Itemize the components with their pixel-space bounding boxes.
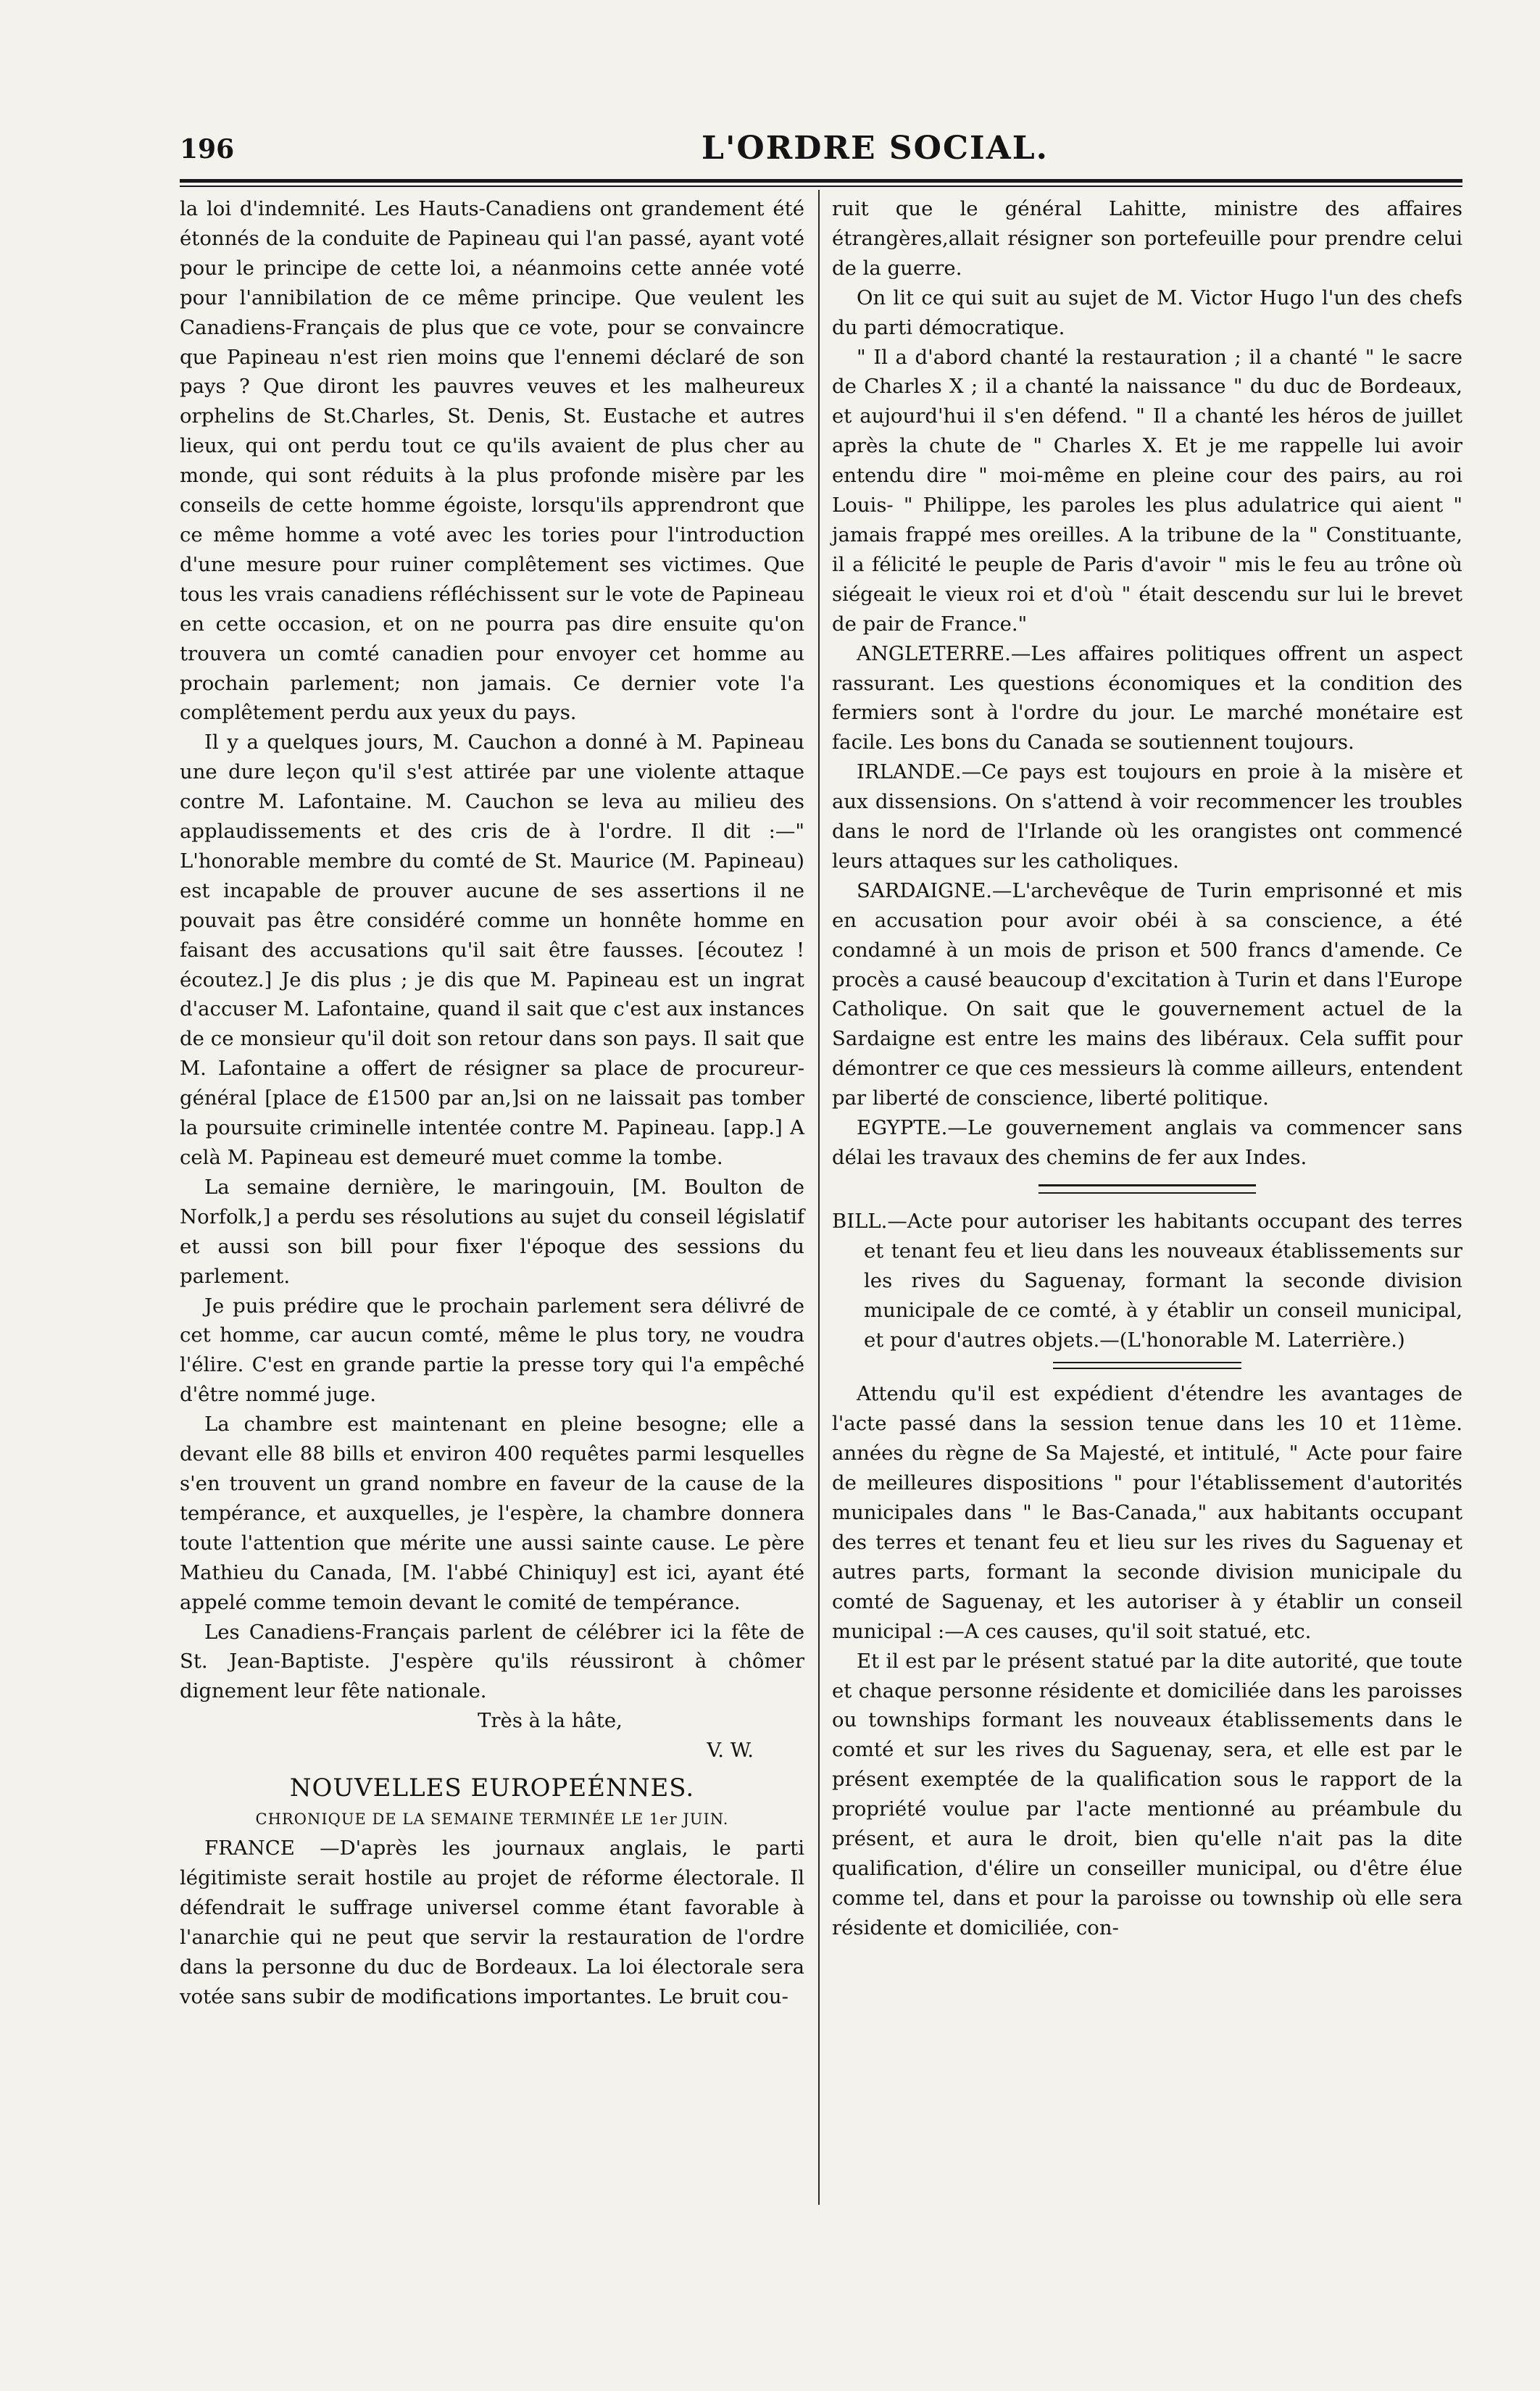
- right-paragraph-8: BILL.—Acte pour autoriser les habitants occupant des terres et tenant feu et lieu dans les nouveaux établissements sur les rives du Saguenay, formant la seconde division municipale de ce comté, à y établir un conseil municipal, et pour d'autres objets.—(L'honorable M. Laterrière.): [832, 1209, 1462, 1352]
- header-rule: [180, 179, 1462, 183]
- column-divider: [818, 190, 820, 2205]
- signature: V. W.: [707, 1739, 754, 1763]
- left-paragraph-3: La semaine dernière, le maringouin, [M. Boulton de Norfolk,] a perdu ses résolutions au sujet du conseil législatif et aussi son bill pour fixer l'époque des sessions du parlement.: [180, 1175, 804, 1288]
- header-rule-thin: [180, 186, 1462, 187]
- left-paragraph-2: Il y a quelques jours, M. Cauchon a donné à M. Papineau une dure leçon qu'il s'est attirée par une violente attaque contre M. Lafontaine. M. Cauchon se leva au milieu des applaudissements et des cris de à l'ordre. Il dit :—" L'honorable membre du comté de St. Maurice (M. Papineau) est incapable de prouver aucune de ses assertions il ne pouvait pas être considéré comme un honnête homme en faisant des accusations qu'il sait être fausses. [écoutez ! écoutez.] Je dis plus ; je dis que M. Papineau est un ingrat d'accuser M. Lafontaine, quand il sait que c'est aux instances de ce monsieur qu'il doit son retour dans son pays. Il sait que M. Lafontaine a offert de résigner sa place de procureur-général [place de £1500 par an,]si on ne laissait pas tomber la poursuite criminelle intentée contre M. Papineau. [app.] A celà M. Papineau est demeuré muet comme la tombe.: [180, 731, 804, 1169]
- page-number: 196: [180, 134, 235, 165]
- left-paragraph-7: FRANCE —D'après les journaux anglais, le parti légitimiste serait hostile au projet de réforme électorale. Il défendrait le suffrage universel comme étant favorable à l'anarchie qui ne peut que servir la restauration de l'ordre dans la personne du duc de Bordeaux. La loi électorale sera votée sans subir de modifications importantes. Le bruit cou-: [180, 1837, 804, 2008]
- right-paragraph-4: ANGLETERRE.—Les affaires politiques offrent un aspect rassurant. Les questions économiques et la condition des fermiers sont à l'ordre du jour. Le marché monétaire est facile. Les bons du Canada se soutiennent toujours.: [832, 641, 1462, 754]
- right-paragraph-5: IRLANDE.—Ce pays est toujours en proie à la misère et aux dissensions. On s'attend à voir recommencer les troubles dans le nord de l'Irlande où les orangistes ont commencé leurs attaques sur les catholiques.: [832, 760, 1462, 873]
- left-column: [180, 194, 804, 2011]
- section-divider: [1039, 1184, 1256, 1194]
- page-header: [180, 130, 1462, 178]
- running-title: L'ORDRE SOCIAL.: [702, 130, 1049, 167]
- left-paragraph-4: Je puis prédire que le prochain parlement sera délivré de cet homme, car aucun comté, même le plus tory, ne voudra l'élire. C'est en grande partie la presse tory qui l'a empêché d'être nommé juge.: [180, 1294, 804, 1407]
- section-divider-small: [1053, 1362, 1241, 1369]
- right-paragraph-10: Et il est par le présent statué par la dite autorité, que toute et chaque personne résidente et domiciliée dans les paroisses ou townships formant les nouveaux établissements dans le comté et sur les rives du Saguenay, sera, et elle est par le présent exemptée de la qualification sous le rapport de la propriété voulue par l'acte mentionné au préambule du présent, et aura le droit, bien qu'elle n'ait pas la dite qualification, d'élire un conseiller municipal, ou d'être élue comme tel, dans et pour la paroisse ou township où elle sera résidente et domiciliée, con-: [832, 1649, 1462, 1939]
- right-column: [832, 194, 1462, 1943]
- left-paragraph-6: Les Canadiens-Français parlent de célébrer ici la fête de St. Jean-Baptiste. J'espère qu'ils réussiront à chômer dignement leur fête nationale.: [180, 1620, 804, 1703]
- left-paragraph-1: la loi d'indemnité. Les Hauts-Canadiens ont grandement été étonnés de la conduite de Papineau qui l'an passé, ayant voté pour le principe de cette loi, a néanmoins cette année voté pour l'annibilation de ce même principe. Que veulent les Canadiens-Français de plus que ce vote, pour se convaincre que Papineau n'est rien moins que l'ennemi déclaré de son pays ? Que diront les pauvres veuves et les malheureux orphelins de St.Charles, St. Denis, St. Eustache et autres lieux, qui ont perdu tout ce qu'ils avaient de plus cher au monde, qui sont réduits à la plus profonde misère par les conseils de cette homme égoiste, lorsqu'ils apprendront que ce même homme a voté avec les tories pour l'introduction d'une mesure pour ruiner complêtement ses victimes. Que tous les vrais canadiens réfléchissent sur le vote de Papineau en cette occasion, et on ne pourra pas dire ensuite qu'on trouvera un comté canadien pour envoyer cet homme au prochain parlement; non jamais. Ce dernier vote l'a complêtement perdu aux yeux du pays.: [180, 197, 804, 725]
- right-paragraph-6: SARDAIGNE.—L'archevêque de Turin emprisonné et mis en accusation pour avoir obéi à sa conscience, a été condamné à un mois de prison et 500 francs d'amende. Ce procès a causé beaucoup d'excitation à Turin et dans l'Europe Catholique. On sait que le gouvernement actuel de la Sardaigne est entre les mains des libéraux. Cela suffit pour démontrer ce que ces messieurs là comme ailleurs, entendent par liberté de conscience, liberté politique.: [832, 878, 1462, 1110]
- right-paragraph-3: " Il a d'abord chanté la restauration ; il a chanté " le sacre de Charles X ; il a chanté la naissance " du duc de Bordeaux, et aujourd'hui il s'en défend. " Il a chanté les héros de juillet après la chute de " Charles X. Et je me rappelle lui avoir entendu dire " moi-même en pleine cour des pairs, au roi Louis- " Philippe, les paroles les plus adulatrice qui aient " jamais frappé mes oreilles. A la tribune de la " Constituante, il a félicité le peuple de Paris d'avoir " mis le feu au trône où siégeait le vieux roi et d'où " était descendu sur lui le brevet de pair de France.": [832, 345, 1462, 636]
- right-paragraph-1: ruit que le général Lahitte, ministre des affaires étrangères,allait résigner son portefeuille pour prendre celui de la guerre.: [832, 197, 1462, 280]
- right-paragraph-9: Attendu qu'il est expédient d'étendre les avantages de l'acte passé dans la session tenue dans les 10 et 11ème. années du règne de Sa Majesté, et intitulé, " Acte pour faire de meilleures dispositions " pour l'établissement d'autorités municipales dans " le Bas-Canada," aux habitants occupant des terres et tenant feu et lieu sur les rives du Saguenay et autres parts, formant la seconde division municipale du comté de Saguenay, et les autoriser à y établir un conseil municipal :—A ces causes, qu'il soit statué, etc.: [832, 1382, 1462, 1643]
- right-paragraph-2: On lit ce qui suit au sujet de M. Victor Hugo l'un des chefs du parti démocratique.: [832, 286, 1462, 339]
- section-subtitle: CHRONIQUE DE LA SEMAINE TERMINÉE LE 1er JUIN.: [255, 1810, 729, 1829]
- right-paragraph-7: EGYPTE.—Le gouvernement anglais va commencer sans délai les travaux des chemins de fer aux Indes.: [832, 1116, 1462, 1169]
- left-paragraph-5: La chambre est maintenant en pleine besogne; elle a devant elle 88 bills et environ 400 requêtes parmi lesquelles s'en trouvent un grand nombre en faveur de la cause de la tempérance, et auxquelles, je l'espère, la chambre donnera toute l'attention que mérite une aussi sainte cause. Le père Mathieu du Canada, [M. l'abbé Chiniquy] est ici, ayant été appelé comme temoin devant le comité de tempérance.: [180, 1413, 804, 1614]
- section-title: NOUVELLES EUROPEÉNNES.: [289, 1774, 695, 1803]
- signoff: Très à la hâte,: [478, 1709, 623, 1733]
